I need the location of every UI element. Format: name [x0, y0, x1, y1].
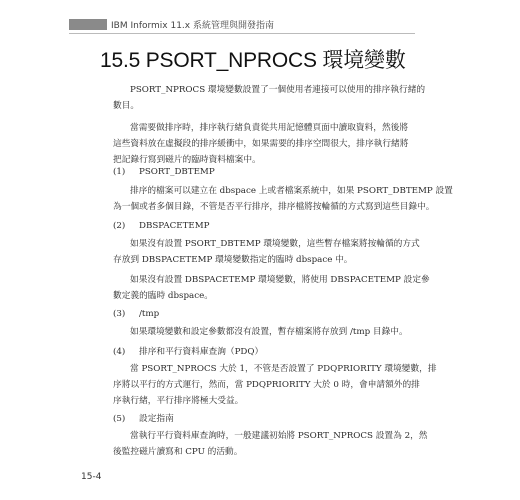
- body-paragraph: [113, 120, 408, 168]
- text-line: 為一個或者多個目錄，不管是否平行排序，排序檔將按輪循的方式寫到這些目錄中。: [113, 202, 435, 212]
- subsection-number: (5): [113, 414, 126, 424]
- text-line: 如果環境變數和設定參數都沒有設置，暫存檔案將存放到 /tmp 目錄中。: [130, 327, 408, 337]
- subsection-label: DBSPACETEMP: [139, 221, 210, 231]
- page-number: 15-4: [81, 472, 102, 482]
- text-line: 存放到 DBSPACETEMP 環境變數指定的臨時 dbspace 中。: [113, 255, 353, 265]
- text-line: 當需要做排序時，排序執行緒負責從共用記憶體頁面中讀取資料，然後將: [130, 123, 408, 133]
- subsection-heading: [113, 309, 159, 319]
- body-paragraph: [113, 236, 420, 268]
- subsection-number: (3): [113, 309, 126, 319]
- header-tab-bar: [69, 19, 107, 30]
- text-line: 當 PSORT_NPROCS 大於 1，不管是否設置了 PDQPRIORITY 環境變數，排: [130, 364, 437, 374]
- subsection-heading: [113, 167, 215, 177]
- subsection-number: (4): [113, 347, 126, 357]
- text-line: PSORT_NPROCS 環境變數設置了一個使用者連接可以使用的排序執行緒的: [130, 85, 426, 95]
- subsection-heading: [113, 221, 210, 231]
- text-line: 這些資料放在虛擬段的排序緩衝中，如果需要的排序空間很大，排序執行緒將: [113, 139, 409, 149]
- body-paragraph: [113, 183, 453, 215]
- text-line: 排序的檔案可以建立在 dbspace 上或者檔案系統中，如果 PSORT_DBTEMP 設置: [130, 186, 453, 196]
- subsection-heading: [113, 345, 263, 357]
- running-header: [69, 16, 413, 32]
- header-title: IBM Informix 11.x 系統管理與開發指南: [111, 20, 274, 31]
- body-paragraph: [113, 361, 437, 409]
- body-paragraph: [113, 428, 427, 460]
- intro-paragraph: [113, 82, 425, 114]
- subsection-heading: [113, 412, 174, 424]
- subsection-number: (2): [113, 221, 126, 231]
- text-line: 數定義的臨時 dbspace。: [113, 291, 213, 301]
- subsection-number: (1): [113, 167, 126, 177]
- body-paragraph: [113, 272, 430, 304]
- text-line: 序執行緒，平行排序將極大受益。: [113, 396, 244, 406]
- text-line: 序將以平行的方式運行，然而，當 PDQPRIORITY 大於 0 時，會申請額外的排: [113, 380, 420, 390]
- subsection-label: 設定指南: [139, 414, 174, 424]
- text-line: 把記錄行寫到磁片的臨時資料檔案中。: [113, 155, 261, 165]
- body-paragraph: [113, 324, 408, 340]
- header-divider: [69, 33, 415, 34]
- subsection-label: /tmp: [139, 309, 160, 319]
- text-line: 當執行平行資料庫查詢時，一般建議初始將 PSORT_NPROCS 設置為 2，然: [130, 431, 428, 441]
- text-line: 後監控磁片讀寫和 CPU 的活動。: [113, 447, 243, 457]
- subsection-label: 排序和平行資料庫查詢（PDQ）: [139, 347, 264, 357]
- text-line: 如果沒有設置 PSORT_DBTEMP 環境變數，這些暫存檔案將按輪循的方式: [130, 239, 420, 249]
- subsection-label: PSORT_DBTEMP: [139, 167, 215, 177]
- section-title: 15.5 PSORT_NPROCS 環境變數: [100, 49, 406, 72]
- text-line: 數目。: [113, 101, 140, 111]
- text-line: 如果沒有設置 DBSPACETEMP 環境變數，將使用 DBSPACETEMP 設定參: [130, 275, 430, 285]
